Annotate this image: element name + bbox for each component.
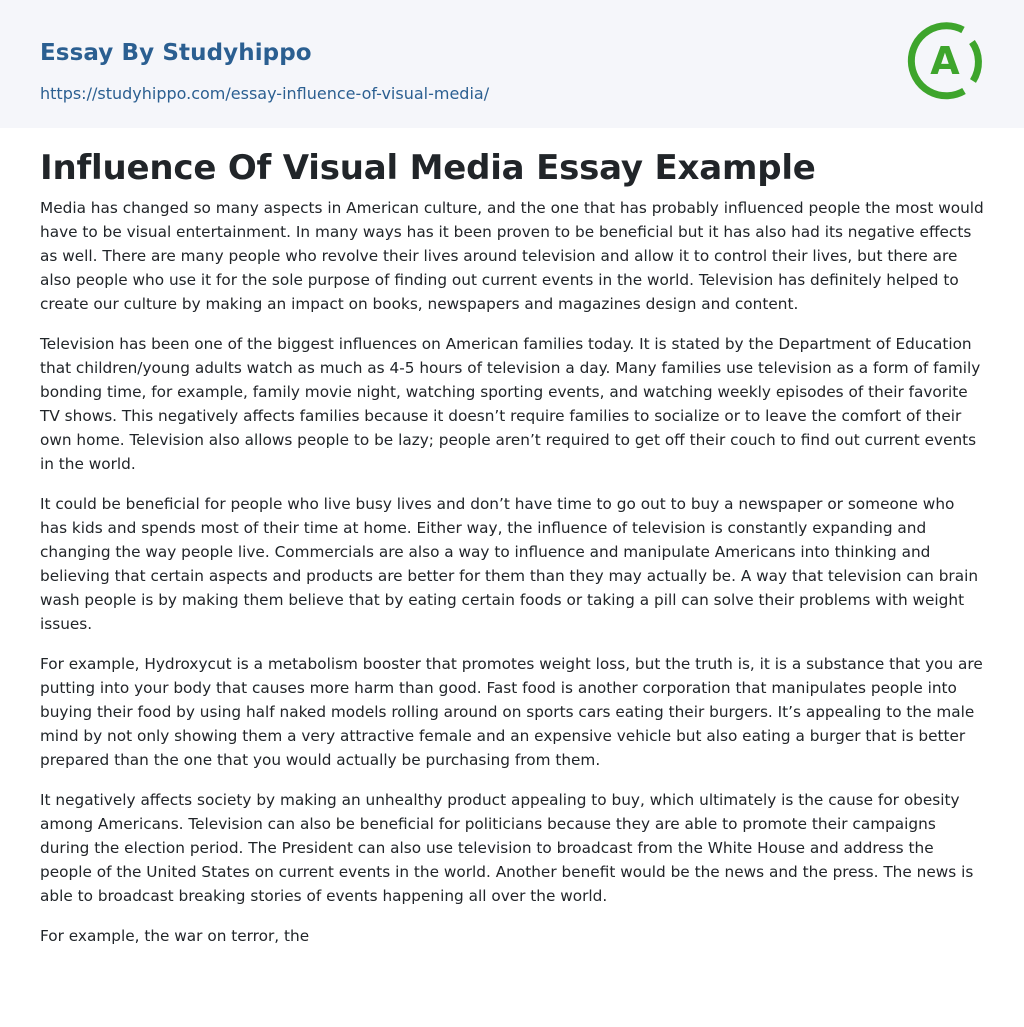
paragraph: Media has changed so many aspects in American culture, and the one that has probably influenced people the most would have to be visual entertainment. In many ways has it been proven to be beneficial but it has also had its negative effects as well. There are many people who revolve their lives around television and allow it to control their lives, but there are also people who use it for the sole purpose of finding out current events in the world. Television has definitely helped to create our culture by making an impact on books, newspapers and magazines design and content.	[40, 199, 984, 313]
paragraph: For example, Hydroxycut is a metabolism booster that promotes weight loss, but the truth is, it is a substance that you are putting into your body that causes more harm than good. Fast food is another corporation that manipulates people into buying their food by using half naked models rolling around on sports cars eating their burgers. It’s appealing to the male mind by not only showing them a very attractive female and an expensive vehicle but also eating a burger that is better prepared than the one that you would actually be purchasing from them.	[40, 655, 983, 769]
paragraph: It negatively affects society by making an unhealthy product appealing to buy, which ultimately is the cause for obesity among Americans. Television can also be beneficial for politicians because they are able to promote their campaigns during the election period. The President can also use television to broadcast from the White House and address the people of the United States on current events in the world. Another benefit would be the news and the press. The news is able to broadcast breaking stories of events happening all over the world.	[40, 791, 974, 905]
paragraph: Television has been one of the biggest influences on American families today. It is stated by the Department of Education that children/young adults watch as much as 4-5 hours of television a day. Many families use television as a form of family bonding time, for example, family movie night, watching sporting events, and watching weekly episodes of their favorite TV shows. This negatively affects families because it doesn’t require families to socialize or to leave the comfort of their own home. Television also allows people to be lazy; people aren’t required to get off their couch to find out current events in the world.	[40, 335, 981, 473]
page-title: Influence Of Visual Media Essay Example	[40, 148, 816, 188]
paragraph: It could be beneficial for people who live busy lives and don’t have time to go out to buy a newspaper or someone who has kids and spends most of their time at home. Either way, the influence of television is constantly expanding and changing the way people live. Commercials are also a way to influence and manipulate Americans into thinking and believing that certain aspects and products are better for them than they may actually be. A way that television can brain wash people is by making them believe that by eating certain foods or taking a pill can solve their problems with weight issues.	[40, 495, 979, 633]
paragraph: For example, the war on terror, the	[40, 927, 310, 945]
site-header	[0, 0, 1024, 128]
article-body	[40, 196, 986, 948]
article	[40, 146, 986, 964]
source-url-link[interactable]: https://studyhippo.com/essay-influence-of-visual-media/	[40, 84, 490, 103]
brand-title[interactable]: Essay By Studyhippo	[40, 40, 312, 66]
logo-letter: A	[930, 39, 960, 83]
studyhippo-logo-icon[interactable]	[901, 18, 987, 104]
